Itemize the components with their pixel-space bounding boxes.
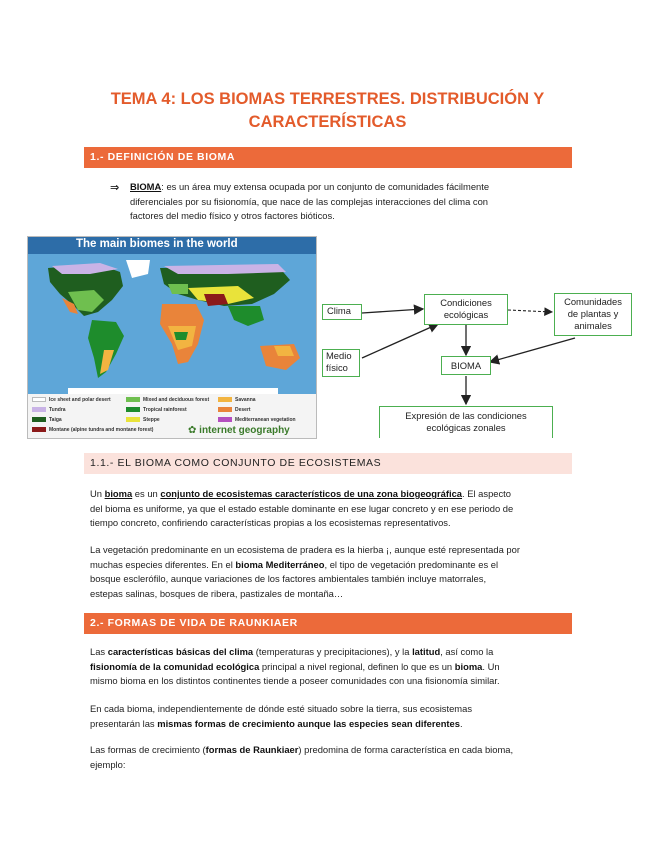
diagram-node-bioma: BIOMA [441,356,491,375]
legend-item: Mediterranean vegetation [218,417,296,423]
diagram-node-medio-fisico: Medio físico [322,349,360,377]
diagram-node-condiciones: Condiciones ecológicas [424,294,508,325]
section-heading-raunkiaer: 2.- FORMAS DE VIDA DE RAUNKIAER [84,613,572,634]
paragraph-vegetacion: La vegetación predominante en un ecosistema de pradera es la hierba ¡, aunque esté representada por muchas especies diferentes. En el bioma Mediterráneo, el tipo de vegetación predominante es el bosque esclerófilo, aunque variaciones de los factores ambientales también incluye matorrales, estepas salinas, bosques de ribera, pastizales de montaña… [90,544,520,599]
legend-item: Taiga [32,417,62,423]
legend-item: Tropical rainforest [126,407,187,413]
title-line-1: TEMA 4: LOS BIOMAS TERRESTRES. DISTRIBUCIÓN Y [110,90,545,108]
definition-text-2: diferenciales por su fisionomía, que nace de las complejas interacciones del clima con [130,195,489,207]
bioma-term: BIOMA [130,181,162,192]
legend-item: Ice sheet and polar desert [32,397,111,403]
paragraph-formas-raunkiaer: Las formas de crecimiento (formas de Raunkiaer) predomina de forma característica en cada bioma, ejemplo: [90,744,514,770]
definition-text-3: factores del medio físico y otros factores bióticos. [130,210,335,222]
internet-geography-logo: ✿ internet geography [188,425,290,436]
legend-item: Tundra [32,407,66,413]
diagram-node-expresion: Expresión de las condiciones ecológicas zonales [379,406,553,438]
legend-item: Steppe [126,417,160,423]
legend-item: Desert [218,407,251,413]
section-heading-ecosistemas: 1.1.- EL BIOMA COMO CONJUNTO DE ECOSISTEMAS [84,453,572,474]
definition-text-1: : es un área muy extensa ocupada por un conjunto de comunidades fácilmente [161,181,490,192]
title-line-2: CARACTERÍSTICAS [248,113,407,131]
section-heading-definicion: 1.- DEFINICIÓN DE BIOMA [84,147,572,168]
legend-item: Montane (alpine tundra and montane forest) [32,427,153,433]
legend-item: Mixed and deciduous forest [126,397,209,403]
diagram-node-clima: Clima [322,304,362,320]
paragraph-bioma-ecosistemas: Un bioma es un conjunto de ecosistemas característicos de una zona biogeográfica. El aspecto del bioma es uniforme, ya que el estado estable dominante en ese lugar concreto y en ese periodo de tiempo concreto, confiriendo características propias a los ecosistemas representativos. [90,488,514,529]
legend-item: Savanna [218,397,256,403]
map-title: The main biomes in the world [76,238,238,250]
paragraph-clima-latitud: Las características básicas del clima (temperaturas y precipitaciones), y la latitud, así como la fisionomía de la comunidad ecológica principal a nivel regional, definen lo que es un bioma. Un mismo bioma en los distintos continentes tiende a poseer comunidades con una fisionomía similar. [90,646,500,687]
paragraph-formas-crecimiento: En cada bioma, independientemente de dónde esté situado sobre la tierra, sus ecosistemas presentarán las mismas formas de crecimiento aunque las especies sean diferentes. [90,703,473,729]
arrow-bullet-icon: ⇒ [110,182,120,194]
diagram-node-comunidades: Comunidades de plantas y animales [554,293,632,336]
